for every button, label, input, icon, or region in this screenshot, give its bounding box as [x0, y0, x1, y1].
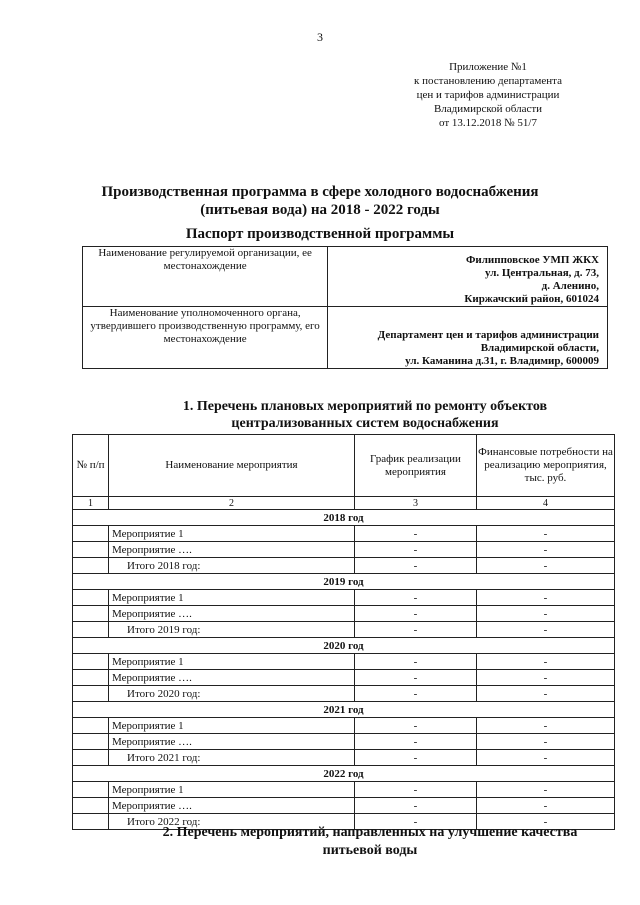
finance-value: -	[477, 622, 615, 638]
header-finance: Финансовые потребности на реализацию мероприятия, тыс. руб.	[477, 435, 615, 497]
event-name: Мероприятие 1	[109, 718, 355, 734]
passport-value	[328, 307, 608, 369]
passport-row	[83, 307, 608, 369]
event-name: Итого 2018 год:	[109, 558, 355, 574]
schedule-value: -	[355, 590, 477, 606]
row-number	[73, 750, 109, 766]
finance-value: -	[477, 606, 615, 622]
passport-label: Наименование уполномоченного органа, утвердившего производственную программу, его местонахождение	[83, 307, 328, 369]
row-number	[73, 686, 109, 702]
year-label: 2018 год	[73, 510, 615, 526]
appendix-block	[388, 60, 588, 130]
schedule-value: -	[355, 734, 477, 750]
finance-value: -	[477, 734, 615, 750]
appendix-line: цен и тарифов администрации	[416, 89, 560, 101]
event-name: Мероприятие 1	[109, 782, 355, 798]
year-row	[73, 702, 615, 718]
schedule-value: -	[355, 654, 477, 670]
appendix-line: Владимирской области	[433, 103, 543, 115]
event-name: Мероприятие ….	[109, 606, 355, 622]
finance-value: -	[477, 590, 615, 606]
row-number	[73, 558, 109, 574]
year-row	[73, 638, 615, 654]
passport-value-line: Филипповское УМП ЖКХ	[465, 254, 599, 266]
header-name: Наименование мероприятия	[109, 435, 355, 497]
appendix-line: к постановлению департамента	[414, 75, 562, 87]
year-label: 2021 год	[73, 702, 615, 718]
finance-value: -	[477, 782, 615, 798]
event-name: Мероприятие ….	[109, 798, 355, 814]
finance-value: -	[477, 670, 615, 686]
table-row	[73, 622, 615, 638]
event-name: Мероприятие 1	[109, 590, 355, 606]
schedule-value: -	[355, 718, 477, 734]
table-row	[73, 750, 615, 766]
table-row	[73, 526, 615, 542]
section1-title	[120, 398, 610, 432]
row-number	[73, 670, 109, 686]
works-header-row	[73, 435, 615, 497]
finance-value: -	[477, 686, 615, 702]
header-schedule: График реализации мероприятия	[355, 435, 477, 497]
section2-title-line: 2. Перечень мероприятий, направленных на улучшение качества	[162, 825, 578, 840]
column-number: 4	[477, 497, 615, 510]
schedule-value: -	[355, 558, 477, 574]
passport-value-line: д. Аленино,	[541, 280, 599, 292]
event-name: Итого 2022 год:	[109, 814, 355, 830]
document-title	[0, 183, 640, 219]
section2-title-line: питьевой воды	[322, 843, 418, 858]
finance-value: -	[477, 654, 615, 670]
column-number: 1	[73, 497, 109, 510]
column-number: 3	[355, 497, 477, 510]
column-number-row	[73, 497, 615, 510]
table-row	[73, 734, 615, 750]
row-number	[73, 542, 109, 558]
finance-value: -	[477, 750, 615, 766]
year-label: 2019 год	[73, 574, 615, 590]
passport-value-line: ул. Каманина д.31, г. Владимир, 600009	[405, 355, 599, 367]
table-row	[73, 590, 615, 606]
schedule-value: -	[355, 670, 477, 686]
event-name: Мероприятие 1	[109, 526, 355, 542]
schedule-value: -	[355, 526, 477, 542]
schedule-value: -	[355, 750, 477, 766]
passport-row	[83, 247, 608, 307]
event-name: Итого 2021 год:	[109, 750, 355, 766]
finance-value: -	[477, 814, 615, 830]
passport-value-line: ул. Центральная, д. 73,	[484, 267, 599, 279]
passport-title: Паспорт производственной программы	[185, 226, 455, 242]
table-row	[73, 654, 615, 670]
year-row	[73, 574, 615, 590]
row-number	[73, 814, 109, 830]
event-name: Мероприятие ….	[109, 734, 355, 750]
schedule-value: -	[355, 686, 477, 702]
table-row	[73, 558, 615, 574]
row-number	[73, 622, 109, 638]
section2-title	[120, 824, 620, 860]
table-row	[73, 782, 615, 798]
schedule-value: -	[355, 798, 477, 814]
column-number: 2	[109, 497, 355, 510]
table-row	[73, 670, 615, 686]
row-number	[73, 654, 109, 670]
document-title-line: Производственная программа в сфере холодного водоснабжения	[101, 184, 539, 200]
table-row	[73, 686, 615, 702]
finance-value: -	[477, 526, 615, 542]
passport-value-line: Департамент цен и тарифов администрации	[377, 329, 599, 341]
event-name: Мероприятие ….	[109, 670, 355, 686]
row-number	[73, 798, 109, 814]
header-num: № п/п	[73, 435, 109, 497]
year-row	[73, 766, 615, 782]
year-label: 2022 год	[73, 766, 615, 782]
event-name: Мероприятие ….	[109, 542, 355, 558]
passport-label: Наименование регулируемой организации, ее местонахождение	[83, 247, 328, 307]
schedule-value: -	[355, 782, 477, 798]
row-number	[73, 590, 109, 606]
year-label: 2020 год	[73, 638, 615, 654]
page-number: 3	[317, 30, 323, 44]
passport-value-line: Киржачский район, 601024	[464, 293, 599, 305]
table-row	[73, 606, 615, 622]
finance-value: -	[477, 558, 615, 574]
schedule-value: -	[355, 622, 477, 638]
appendix-line: от 13.12.2018 № 51/7	[439, 117, 537, 129]
event-name: Мероприятие 1	[109, 654, 355, 670]
event-name: Итого 2020 год:	[109, 686, 355, 702]
schedule-value: -	[355, 542, 477, 558]
table-row	[73, 718, 615, 734]
section1-title-line: централизованных систем водоснабжения	[231, 416, 499, 431]
finance-value: -	[477, 542, 615, 558]
passport-table	[82, 246, 608, 369]
table-row	[73, 542, 615, 558]
passport-value-line: Владимирской области,	[480, 342, 599, 354]
works-table	[72, 434, 615, 830]
schedule-value: -	[355, 606, 477, 622]
appendix-line: Приложение №1	[449, 61, 527, 73]
year-row	[73, 510, 615, 526]
row-number	[73, 734, 109, 750]
document-title-line: (питьевая вода) на 2018 - 2022 годы	[200, 202, 440, 218]
finance-value: -	[477, 718, 615, 734]
schedule-value: -	[355, 814, 477, 830]
section1-title-line: 1. Перечень плановых мероприятий по ремонту объектов	[182, 399, 548, 414]
row-number	[73, 606, 109, 622]
table-row	[73, 798, 615, 814]
event-name: Итого 2019 год:	[109, 622, 355, 638]
row-number	[73, 718, 109, 734]
row-number	[73, 526, 109, 542]
finance-value: -	[477, 798, 615, 814]
passport-value	[328, 247, 608, 307]
row-number	[73, 782, 109, 798]
